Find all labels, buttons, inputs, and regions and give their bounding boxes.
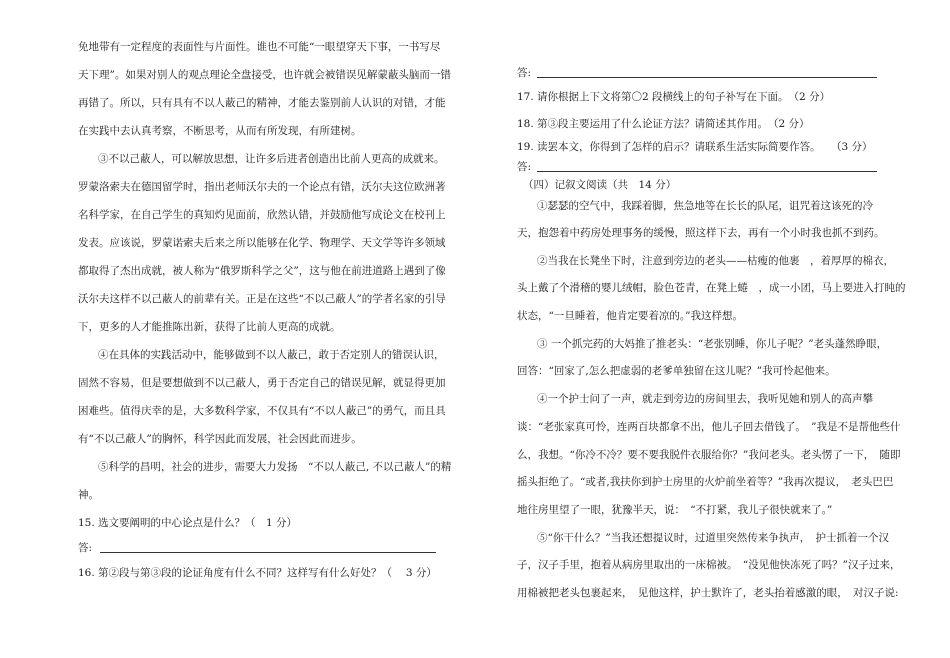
paragraph-line: 状态，“一旦睡着，他肯定要着凉的。”我这样想。 — [517, 310, 743, 322]
paragraph-line: 在实践中去认真考察，不断思考，从而有所发现，有所建树。 — [78, 125, 362, 137]
question-18: 18. 第③段主要运用了什么论证方法？请简述其作用。 （2 分） — [517, 118, 810, 130]
paragraph-line: ⑤“你干什么？”当我还想提议时，过道里突然传来争执声， 护士抓着一个汉 — [537, 532, 889, 544]
section-title: （四）记叙文阅读（共 14 分） — [523, 179, 677, 191]
paragraph-line: 发表。应该说，罗蒙诺索夫后来之所以能够在化学、物理学、天文学等许多领域 — [78, 237, 446, 249]
paragraph-line: 摇头拒绝了。“或者,我扶你到护士房里的火炉前坐着等？”我再次提议， 老头巴巴 — [517, 476, 894, 488]
paragraph-line: 罗蒙洛索夫在德国留学时，指出老师沃尔夫的一个论点有错，沃尔夫这位欧洲著 — [78, 181, 446, 193]
paragraph-line: 谈：“老张家真可怜，连两百块都拿不出，他儿子回去借钱了。 ”我是不是帮他些什 — [517, 421, 901, 433]
paragraph-line: ⑤科学的昌明，社会的进步，需要大力发扬 “不以人蔽己, 不以己蔽人”的精 — [98, 461, 452, 473]
paragraph-line: ①瑟瑟的空气中，我踩着脚，焦急地等在长长的队尾，诅咒着这该死的冷 — [537, 200, 873, 212]
answer-line-19[interactable] — [537, 171, 877, 172]
paragraph-line: 头上戴了个滑稽的婴儿绒帽，脸色苍青，在凳上蜷 ，成一小团，马上要进入打盹的 — [517, 282, 906, 294]
paragraph-line: 再错了。所以，只有具有不以人蔽己的精神，才能去鉴别前人认识的对错，才能 — [78, 97, 446, 109]
paragraph-line: 有“不以己蔽人”的胸怀，科学因此而发展，社会因此而进步。 — [78, 433, 362, 445]
paragraph-line: 天，抱怨着中药房处理事务的缓慢，照这样下去，再有一个小时我也抓不到药。 — [517, 227, 885, 239]
paragraph-line: 子，汉子手里，抱着从病房里取出的一床棉被。 “没见他快冻死了吗？”汉子过来， — [517, 559, 901, 571]
paragraph-line: 免地带有一定程度的表面性与片面性。谁也不可能“一眼望穿天下事，一书写尽 — [78, 41, 441, 53]
paragraph-line: 沃尔夫这样不以己蔽人的前辈有关。正是在这些“不以己蔽人”的学者名家的引导 — [78, 293, 446, 305]
question-15: 15. 选文要阐明的中心论点是什么？（ 1 分） — [78, 517, 298, 529]
paragraph-line: ③ 一个抓完药的大妈推了推老头：“老张别睡，你儿子呢？”老头蓬然睁眼， — [537, 338, 888, 350]
question-17: 17. 请你根据上下文将第〇2 段横线上的句子补写在下面。 （2 分） — [517, 91, 831, 103]
paragraph-line: 天下理”。如果对别人的观点理论全盘接受，也许就会被错误见解蒙蔽头脑而一错 — [78, 69, 451, 81]
paragraph-line: 回答：“回家了,怎么把虚弱的老爹单独留在这儿呢？”我可怜起他来。 — [517, 365, 836, 377]
paragraph-line: ④一个护士问了一声，就走到旁边的房间里去，我听见她和别人的高声攀 — [537, 393, 873, 405]
paragraph-line: ②当我在长凳坐下时，注意到旁边的老头——枯瘦的他裹 ，着厚厚的棉衣， — [537, 255, 894, 267]
answer-label-19: 答: — [517, 161, 532, 173]
paragraph-line: 都取得了杰出成就，被人称为“俄罗斯科学之父”，这与他在前进道路上遇到了像 — [78, 265, 446, 277]
paragraph-line: ④在具体的实践活动中，能够做到不以人蔽己，敢于否定别人的错误认识， — [98, 349, 445, 361]
question-19: 19. 读罢本文，你得到了怎样的启示？请联系生活实际简要作答。 （3 分） — [517, 141, 873, 153]
answer-label-15: 答: — [78, 542, 93, 554]
question-16: 16. 第②段与第③段的论证角度有什么不同？这样写有什么好处？（ 3 分） — [78, 567, 437, 579]
paragraph-line: 困难些。值得庆幸的是，大多数科学家，不仅具有“不以人蔽己”的勇气，而且具 — [78, 405, 446, 417]
paragraph-line: 用棉被把老头包裹起来， 见他这样，护士默许了，老头抬着感激的眼， 对汉子说: — [517, 587, 899, 599]
paragraph-line: 名科学家，在自己学生的真知灼见面前，欣然认错，并鼓励他写成论文在校刊上 — [78, 209, 446, 221]
answer-line-15[interactable] — [100, 552, 436, 553]
paragraph-line: 地往房里望了一眼，犹豫半天，说： “不打紧，我儿子很快就来了。” — [517, 504, 833, 516]
answer-line-16[interactable] — [537, 77, 877, 78]
paragraph-line: 神。 — [78, 489, 99, 501]
answer-label-16: 答: — [517, 67, 532, 79]
paragraph-line: 固然不容易，但是要想做到不以己蔽人，勇于否定自己的错误见解，就显得更加 — [78, 377, 446, 389]
paragraph-line: 下，更多的人才能推陈出新，获得了比前人更高的成就。 — [78, 321, 341, 333]
paragraph-line: ③不以己蔽人，可以解放思想，让许多后进者创造出比前人更高的成就来。 — [98, 153, 445, 165]
paragraph-line: 么，我想。“你冷不冷？要不要我脱件衣服给你？”我问老头。老头愣了一下， 随即 — [517, 449, 901, 461]
